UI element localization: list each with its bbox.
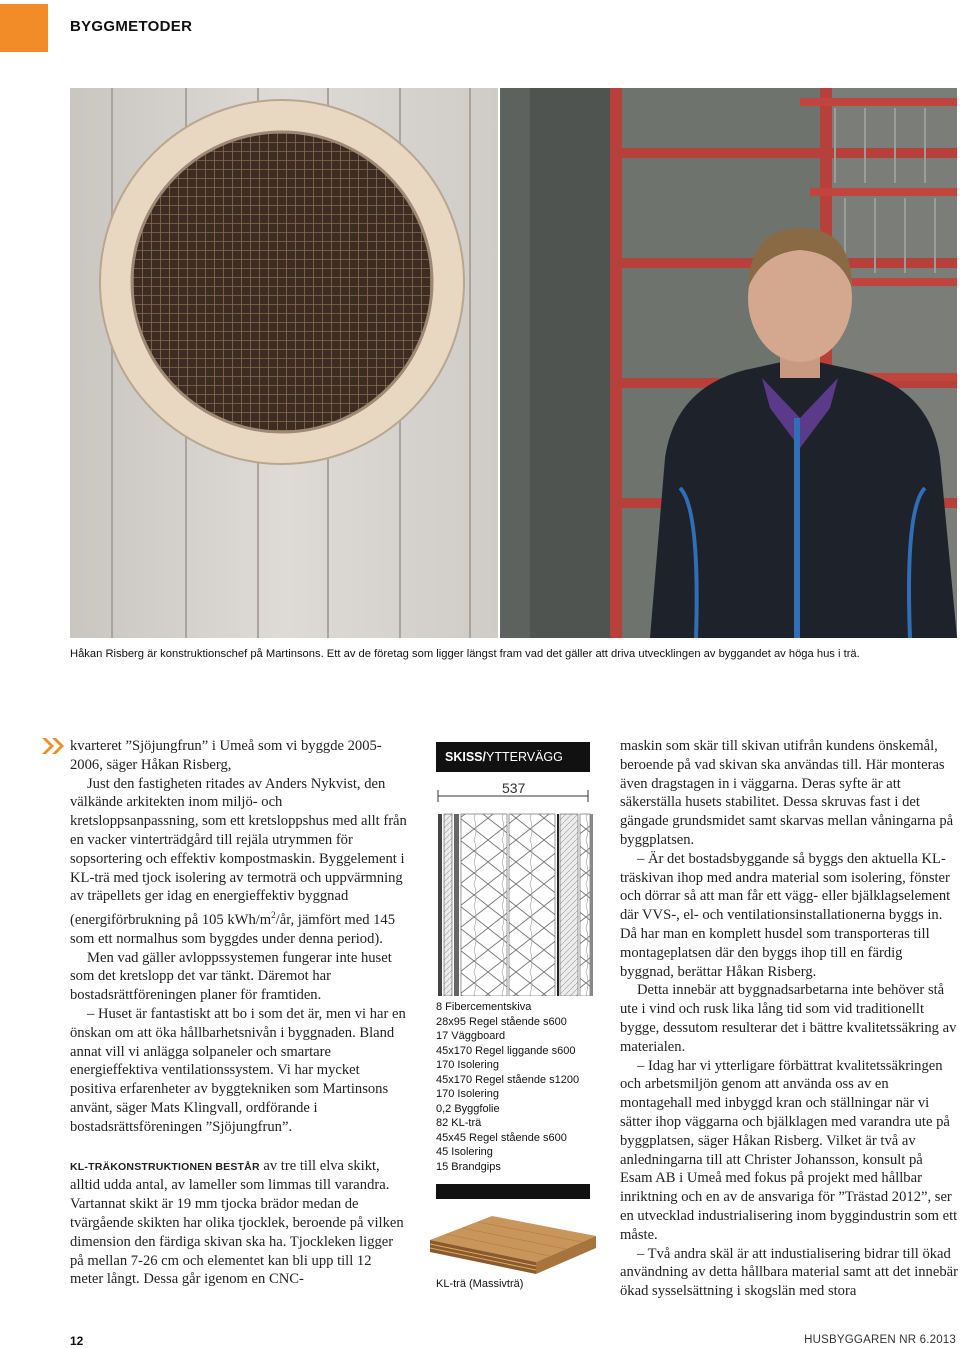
layer-item: 170 Isolering (436, 1059, 499, 1071)
lead-in: KL-TRÄKONSTRUKTIONEN BESTÅR (70, 1160, 260, 1173)
article-column-1 (70, 737, 408, 1289)
dimension-label: 537 (502, 780, 526, 796)
double-chevron-right-icon (40, 737, 66, 755)
layer-item: 170 Isolering (436, 1088, 499, 1100)
clt-label: KL-trä (Massivträ) (436, 1278, 524, 1290)
layer-list (436, 1000, 596, 1174)
paragraph: – Två andra skäl är att industialisering bidrar till ökad användning av detta hållbara material samt att det innebär ökad sysselsättning i skogslän med stora (620, 1245, 958, 1300)
wall-section-drawing (432, 774, 594, 996)
divider-bar (436, 1184, 590, 1199)
layer-item: 45x170 Regel stående s1200 (436, 1073, 580, 1086)
magazine-issue: HUSBYGGAREN NR 6.2013 (804, 1334, 956, 1346)
photo-vent-on-wooden-facade (70, 88, 498, 638)
section-color-tab (0, 4, 48, 52)
layer-item: 45x45 Regel stående s600 (436, 1131, 567, 1144)
layer-item: 0,2 Byggfolie (436, 1102, 500, 1115)
paragraph: – Är det bostadsbyggande så byggs den aktuella KL-träskivan ihop med andra material som isolering, fönster och dörrar så att man får ett vägg- eller bjälklagselement där VVS-, el- och ventilationsinstallationerna byggs in. Då har man en komplett husdel som transporteras till montageplatsen där den byggs ihop till en färdig byggnad, berättar Håkan Risberg. (620, 850, 951, 980)
paragraph: kvarteret ”Sjöjungfrun” i Umeå som vi byggde 2005-2006, säger Håkan Risberg, (70, 738, 382, 773)
paragraph: KL-TRÄKONSTRUKTIONEN BESTÅR av tre till elva skikt, alltid udda antal, av lameller som limmas till varandra. Vartannat skikt är 19 mm tjocka brädor medan de tvärgående skikten har olika tjocklek, beroende på vilken dimension den färdiga skivan ska ha. Tjockleken ligger på mellan 7-26 cm och elementet kan bli upp till 12 meter långt. Dessa går igenom en CNC- (70, 1157, 404, 1288)
layer-item: 82 KL-trä (436, 1117, 482, 1129)
article-column-3 (620, 737, 958, 1301)
paragraph: maskin som skär till skivan utifrån kundens önskemål, beroende på vad skivan ska användas till. Här monteras även dragstagen in i väggarna. Deras syfte är att säkerställa husets stabilitet. Dessa skruvas fast i det gängade grundsmidet samt skarvas mellan våningarna på byggplatsen. (620, 738, 954, 848)
layer-item: 28x95 Regel stående s600 (436, 1015, 567, 1028)
photo-caption: Håkan Risberg är konstruktionschef på Martinsons. Ett av de företag som ligger längst fram vad det gäller att driva utvecklingen av byggandet av höga hus i trä. (70, 648, 860, 660)
paragraph: Men vad gäller avloppssystemen fungerar inte huset som det kretslopp det var tänkt. Däremot har bostadsrättföreningen planer för framtiden. (70, 949, 392, 1004)
layer-item: 45 Isolering (436, 1146, 493, 1158)
clt-panel-illustration (424, 1210, 598, 1280)
photo-hakan-risberg (500, 88, 957, 638)
page-number: 12 (70, 1334, 84, 1348)
layer-item: 8 Fibercementskiva (436, 1001, 532, 1013)
section-label: BYGGMETODER (70, 18, 193, 35)
paragraph: – Idag har vi ytterligare förbättrat kvalitetssäkringen och arbetsmiljön genom att använda oss av en montagehall med inbyggd kran och ställningar när vi sätter ihop väggarna och bjälklagen med varandra ute på byggplatsen, säger Håkan Risberg. Vilket är två av anledningarna till att Christer Johansson, konsult på Esam AB i Umeå med fokus på projekt med hållbar inriktning och en av de ansvariga för ”Trästad 2012”, ser en utvecklad industrialisering inom byggindustrin som ett måste. (620, 1057, 958, 1243)
paragraph: Detta innebär att byggnadsarbetarna inte behöver stå ute i vind och rusk lika lång tid som vid traditionellt bygge, dessutom resulterar det i bättre kvalitetssäkring av materialen. (620, 982, 957, 1055)
layer-item: 45x170 Regel liggande s600 (436, 1044, 576, 1057)
paragraph: Just den fastigheten ritades av Anders Nykvist, den välkände arkitekten inom miljö- och kretsloppsanpassning, som ett kretsloppshus med allt från en vacker vinterträdgård till rejäla utrymmen för sopsortering och effektiv kompostmaskin. Byggelement i KL-trä med tjock isolering av termoträ och uppvärmning av träpellets ger idag en energieffektiv byggnad (energiförbrukning på 105 kWh/$m^2/år$, jämfört med 145 som ett normalhus som byggdes under denna period). (70, 775, 407, 947)
paragraph: – Huset är fantastiskt att bo i som det är, men vi har en önskan om att öka hållbarhetsnivån i byggnaden. Bland annat vill vi anlägga solpaneler och smartare energieffektiva ventilationssystem. Vi har mycket positiva erfarenheter av byggtekniken som Martinsons använt, säger Mats Klingvall, ordförande i bostadsrättsföreningen ”Sjöjungfrun”. (70, 1006, 406, 1135)
layer-item: 17 Väggboard (436, 1030, 506, 1042)
sketch-title: SKISS/YTTERVÄGG (436, 742, 590, 772)
layer-item: 15 Brandgips (436, 1160, 501, 1173)
